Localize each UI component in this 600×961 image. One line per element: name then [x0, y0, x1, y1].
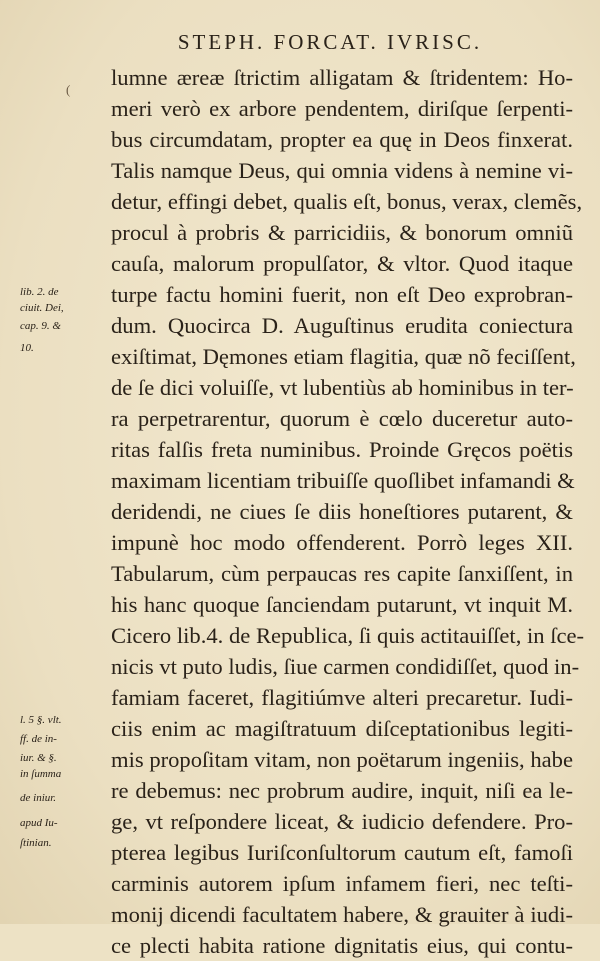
- text-line: Cicero lib.4. de Republica, ſi quis actitauiſſet, in ſce-: [111, 623, 585, 648]
- margin-note: in ſumma: [20, 768, 62, 780]
- margin-note: apud Iu-: [20, 817, 58, 829]
- text-line: ce plecti habita ratione dignitatis eius, qui contu-: [111, 933, 573, 958]
- text-line: turpe factu homini fuerit, non eſt Deo exprobran-: [111, 282, 573, 307]
- text-line: Tabularum, cùm perpaucas res capite ſanxiſſent, in: [111, 561, 573, 586]
- text-line: procul à probris & parricidiis, & bonorum omniũ: [111, 220, 573, 245]
- text-line: exiſtimat, Dęmones etiam flagitia, quæ nõ feciſſent,: [111, 344, 576, 369]
- text-line: impunè hoc modo offenderent. Porrò leges XII.: [111, 530, 573, 555]
- text-line: lumne æreæ ſtrictim alligatam & ſtridentem: Ho-: [111, 65, 573, 90]
- text-line: re debemus: nec probrum audire, inquit, niſi ea le-: [111, 778, 573, 803]
- text-line: de ſe dici voluiſſe, vt lubentiùs ab hominibus in ter-: [111, 375, 574, 400]
- text-line: mis propoſitam vitam, non poëtarum ingeniis, habe: [111, 747, 573, 772]
- text-line: maximam licentiam tribuiſſe quoſlibet infamandi &: [111, 468, 575, 493]
- margin-note: ff. de in-: [20, 733, 57, 745]
- text-line: cauſa, malorum propulſator, & vltor. Quod itaque: [111, 251, 573, 276]
- text-line: deridendi, ne ciues ſe diis honeſtiores putarent, &: [111, 499, 573, 524]
- text-line: ritas falſis freta numinibus. Proinde Gręcos poëtis: [111, 437, 573, 462]
- text-line: his hanc quoque ſanciendam putarunt, vt inquit M.: [111, 592, 573, 617]
- text-line: ge, vt reſpondere liceat, & iudicio defendere. Pro-: [111, 809, 573, 834]
- text-line: meri verò ex arbore pendentem, diriſque ſerpenti-: [111, 96, 573, 121]
- text-line: dum. Quocirca D. Auguſtinus erudita coniectura: [111, 313, 573, 338]
- margin-note: cap. 9. &: [20, 320, 61, 332]
- margin-mark: (: [66, 82, 71, 97]
- running-header: STEPH. FORCAT. IVRISC.: [177, 30, 483, 54]
- text-line: famiam faceret, flagitiúmve alteri precaretur. Iudi-: [111, 685, 573, 710]
- text-line: nicis vt puto ludis, ſiue carmen condidiſſet, quod in-: [111, 654, 580, 679]
- margin-note: 10.: [20, 342, 34, 354]
- text-line: carminis autorem ipſum infamem fieri, nec teſti-: [111, 871, 573, 896]
- margin-note: iur. & §.: [20, 752, 57, 764]
- text-line: monij dicendi facultatem habere, & grauiter à iudi-: [111, 902, 573, 927]
- text-line: detur, effingi debet, qualis eſt, bonus, verax, clemẽs,: [111, 189, 583, 214]
- text-line: bus circumdatam, propter ea quę in Deos finxerat.: [111, 127, 573, 152]
- text-line: Talis namque Deus, qui omnia videns à nemine vi-: [111, 158, 573, 183]
- margin-note: l. 5 §. vlt.: [20, 714, 62, 726]
- text-line: ra perpetrarentur, quorum è cœlo duceretur auto-: [111, 406, 573, 431]
- margin-note: de iniur.: [20, 792, 57, 804]
- margin-note: ciuit. Dei,: [20, 302, 64, 314]
- margin-note: lib. 2. de: [20, 286, 59, 298]
- margin-note: ſtinian.: [20, 837, 52, 849]
- text-line: pterea legibus Iuriſconſultorum cautum eſt, famoſi: [111, 840, 573, 865]
- text-line: ciis enim ac magiſtratuum diſceptationibus legiti-: [111, 716, 573, 741]
